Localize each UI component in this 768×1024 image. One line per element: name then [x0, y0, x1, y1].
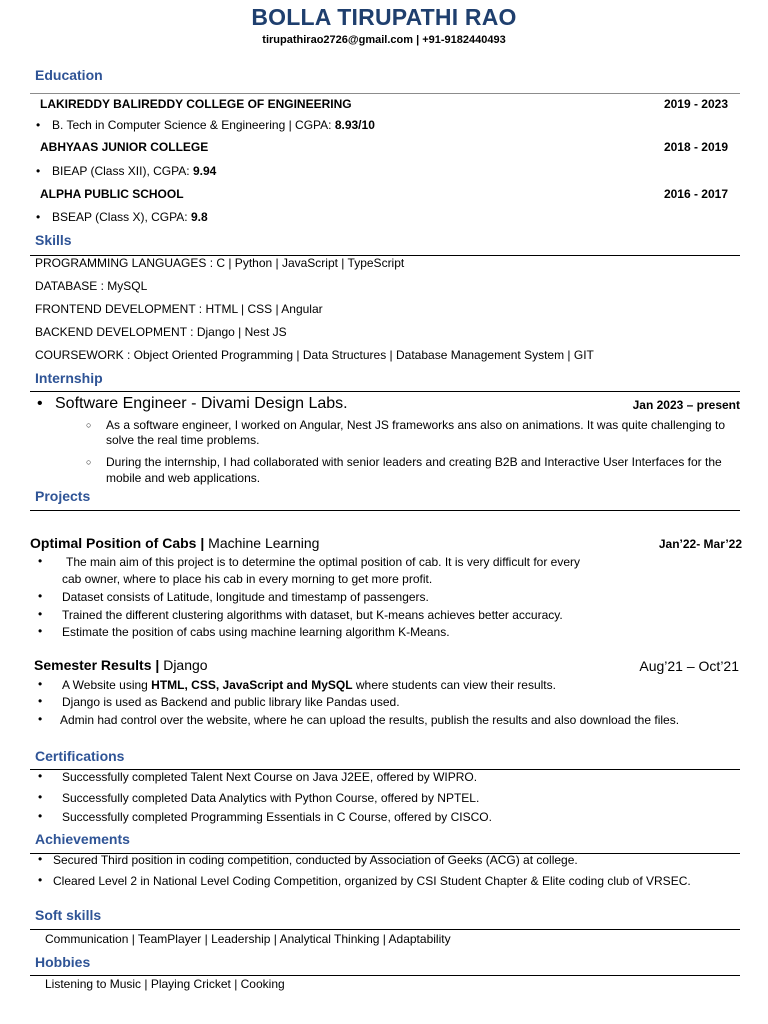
skill-line: COURSEWORK : Object Oriented Programming | Data Structures | Database Management System | GIT [35, 348, 594, 362]
project-point: Admin had control over the website, where he can upload the results, publish the results and also download the files. [60, 713, 680, 727]
project-point: Django is used as Backend and public library like Pandas used. [62, 695, 400, 709]
achievement-item: Secured Third position in coding competition, conducted by Association of Geeks (ACG) at college. [53, 853, 578, 867]
education-detail: • BSEAP (Class X), CGPA: 9.8 [36, 210, 208, 224]
project-point: Dataset consists of Latitude, longitude and timestamp of passengers. [62, 590, 429, 604]
section-heading-certifications: Certifications [35, 748, 125, 764]
circle-bullet-icon: ○ [86, 420, 92, 430]
section-heading-hobbies: Hobbies [35, 954, 91, 970]
project-point: A Website using HTML, CSS, JavaScript and MySQL where students can view their results. [62, 678, 556, 692]
project-point: The main aim of this project is to determine the optimal position of cab. It is very difficult for every [66, 555, 581, 569]
bullet-icon: • [36, 210, 41, 224]
achievement-item: Cleared Level 2 in National Level Coding Competition, organized by CSI Student Chapter & Elite coding club of VRSEC. [53, 874, 691, 888]
bullet-icon: • [38, 809, 43, 823]
project-point: Estimate the position of cabs using machine learning algorithm K-Means. [62, 625, 450, 639]
bullet-icon: • [36, 164, 41, 178]
section-heading-projects: Projects [35, 488, 91, 504]
soft-skills-line: Communication | TeamPlayer | Leadership | Analytical Thinking | Adaptability [45, 932, 451, 946]
bullet-icon: • [38, 607, 43, 621]
project-dates: Jan’22- Mar’22 [658, 537, 742, 551]
education-detail: • B. Tech in Computer Science & Engineering | CGPA: 8.93/10 [36, 118, 375, 132]
internship-role: • Software Engineer - Divami Design Labs. [37, 395, 348, 412]
project-point: Trained the different clustering algorithms with dataset, but K-means achieves better accuracy. [62, 608, 563, 622]
section-heading-skills: Skills [35, 232, 72, 248]
project-dates: Aug’21 – Oct’21 [639, 658, 739, 674]
skill-line: DATABASE : MySQL [35, 279, 148, 293]
bullet-icon: • [36, 118, 41, 132]
bullet-icon: • [38, 712, 43, 726]
school-name: ABHYAAS JUNIOR COLLEGE [40, 140, 209, 154]
section-heading-achievements: Achievements [35, 831, 130, 847]
bullet-icon: • [37, 395, 43, 412]
certification-item: Successfully completed Talent Next Course on Java J2EE, offered by WIPRO. [62, 770, 478, 784]
hobbies-line: Listening to Music | Playing Cricket | Cooking [45, 977, 285, 991]
school-years: 2019 - 2023 [663, 97, 728, 111]
skill-line: BACKEND DEVELOPMENT : Django | Nest JS [35, 325, 287, 339]
bullet-icon: • [38, 589, 43, 603]
internship-point: As a software engineer, I worked on Angular, Nest JS frameworks ans also on animations. It was quite challenging to [106, 418, 726, 432]
bullet-icon: • [38, 554, 43, 568]
section-divider [30, 93, 740, 94]
bullet-icon: • [38, 694, 43, 708]
bullet-icon: • [38, 852, 43, 866]
certification-item: Successfully completed Programming Essentials in C Course, offered by CISCO. [62, 810, 492, 824]
section-divider [30, 929, 740, 930]
internship-dates: Jan 2023 – present [632, 398, 740, 412]
section-divider [30, 975, 740, 976]
bullet-icon: • [38, 790, 43, 804]
bullet-icon: • [38, 624, 43, 638]
school-years: 2016 - 2017 [663, 187, 728, 201]
bullet-icon: • [38, 677, 43, 691]
section-divider [30, 391, 740, 392]
project-title: Optimal Position of Cabs | Machine Learning [30, 535, 320, 551]
section-divider [30, 510, 740, 511]
internship-point-cont: solve the real time problems. [106, 433, 260, 447]
education-detail: • BIEAP (Class XII), CGPA: 9.94 [36, 164, 217, 178]
internship-point-cont: mobile and web applications. [106, 471, 261, 485]
contact-line: tirupathirao2726@gmail.com | +91-9182440493 [262, 34, 506, 46]
school-name: ALPHA PUBLIC SCHOOL [40, 187, 184, 201]
school-name: LAKIREDDY BALIREDDY COLLEGE OF ENGINEERING [40, 97, 352, 111]
section-heading-soft-skills: Soft skills [35, 907, 102, 923]
circle-bullet-icon: ○ [86, 457, 92, 467]
section-heading-internship: Internship [35, 370, 103, 386]
skill-line: PROGRAMMING LANGUAGES : C | Python | JavaScript | TypeScript [35, 256, 405, 270]
candidate-name: BOLLA TIRUPATHI RAO [251, 4, 517, 30]
section-heading-education: Education [35, 67, 103, 83]
school-years: 2018 - 2019 [663, 140, 728, 154]
skill-line: FRONTEND DEVELOPMENT : HTML | CSS | Angular [35, 302, 323, 316]
project-point-cont: cab owner, where to place his cab in every morning to get more profit. [62, 572, 433, 586]
certification-item: Successfully completed Data Analytics with Python Course, offered by NPTEL. [62, 791, 480, 805]
project-title: Semester Results | Django [34, 657, 208, 673]
bullet-icon: • [38, 769, 43, 783]
internship-point: During the internship, I had collaborated with senior leaders and creating B2B and Interactive User Interfaces for the [106, 455, 722, 469]
bullet-icon: • [38, 873, 43, 887]
